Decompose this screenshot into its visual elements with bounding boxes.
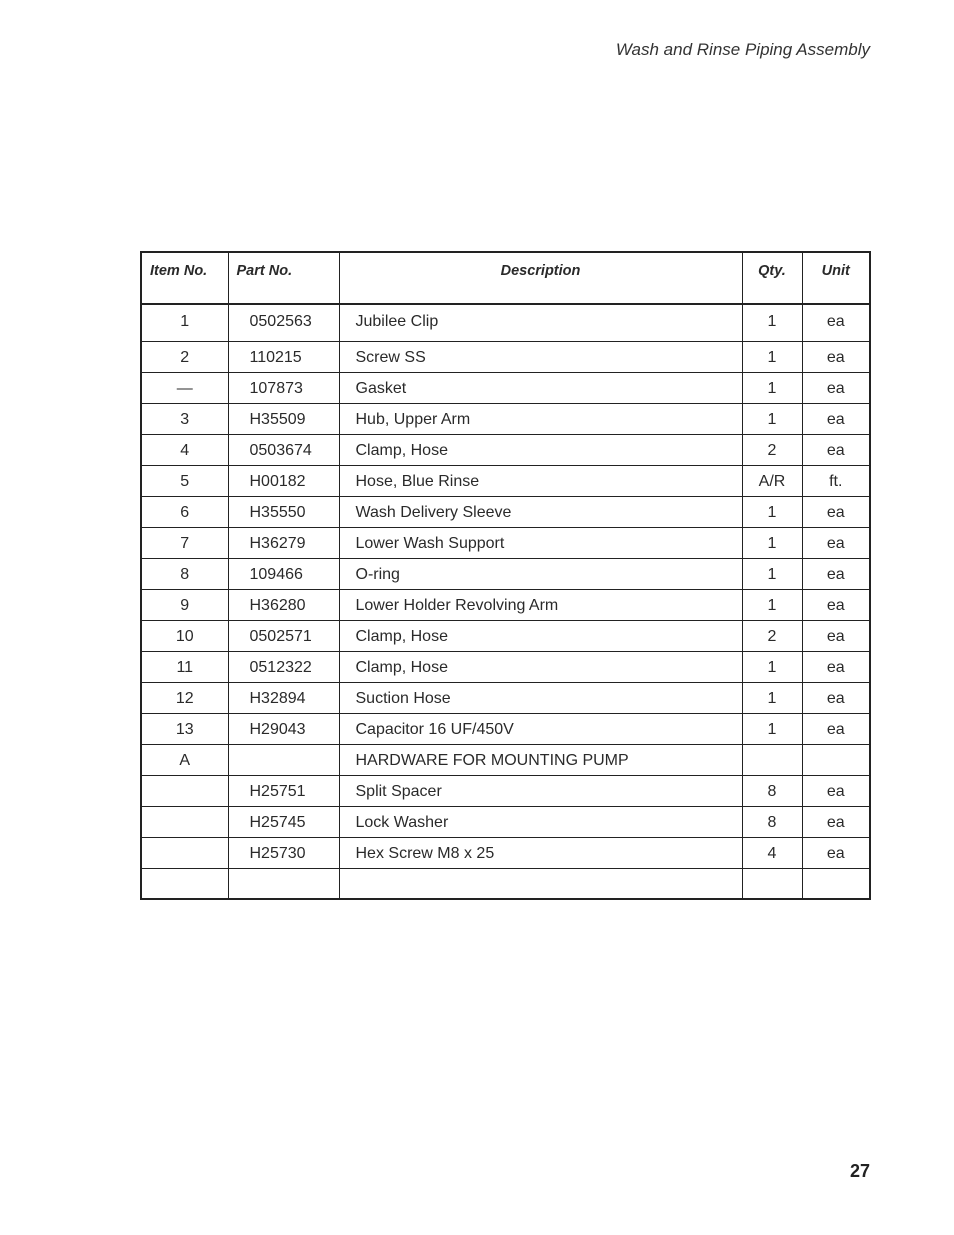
cell-part-no: H32894	[228, 682, 339, 713]
cell-unit: ea	[802, 558, 870, 589]
cell-unit: ea	[802, 304, 870, 341]
cell-qty: 2	[742, 620, 802, 651]
table-row	[141, 620, 870, 651]
cell-description: Gasket	[339, 372, 742, 403]
cell-item-no: 1	[141, 304, 228, 341]
cell-qty: 1	[742, 304, 802, 341]
cell-part-no: H00182	[228, 465, 339, 496]
table-row	[141, 806, 870, 837]
cell-item-no	[141, 806, 228, 837]
cell-part-no: H25745	[228, 806, 339, 837]
cell-description: Hose, Blue Rinse	[339, 465, 742, 496]
table-row	[141, 651, 870, 682]
parts-table	[140, 251, 871, 900]
cell-item-no: 5	[141, 465, 228, 496]
cell-part-no	[228, 868, 339, 899]
cell-unit: ea	[802, 775, 870, 806]
cell-description: HARDWARE FOR MOUNTING PUMP	[339, 744, 742, 775]
cell-description: Wash Delivery Sleeve	[339, 496, 742, 527]
cell-unit: ea	[802, 372, 870, 403]
cell-description: Screw SS	[339, 341, 742, 372]
cell-item-no: 11	[141, 651, 228, 682]
table-row	[141, 558, 870, 589]
column-header-description: Description	[339, 252, 742, 304]
table-row	[141, 713, 870, 744]
cell-unit: ea	[802, 620, 870, 651]
table-row	[141, 837, 870, 868]
cell-item-no: 7	[141, 527, 228, 558]
cell-unit: ea	[802, 713, 870, 744]
cell-part-no: H35550	[228, 496, 339, 527]
table-row	[141, 775, 870, 806]
cell-unit: ea	[802, 589, 870, 620]
cell-item-no: 10	[141, 620, 228, 651]
column-header-qty: Qty.	[742, 252, 802, 304]
cell-unit: ft.	[802, 465, 870, 496]
cell-item-no: 2	[141, 341, 228, 372]
table-row	[141, 341, 870, 372]
cell-item-no: 6	[141, 496, 228, 527]
cell-description: O-ring	[339, 558, 742, 589]
cell-description: Lock Washer	[339, 806, 742, 837]
cell-unit: ea	[802, 341, 870, 372]
cell-unit: ea	[802, 837, 870, 868]
cell-qty: 1	[742, 682, 802, 713]
table-row	[141, 496, 870, 527]
cell-qty: 1	[742, 372, 802, 403]
cell-description: Split Spacer	[339, 775, 742, 806]
cell-part-no: H25730	[228, 837, 339, 868]
cell-item-no	[141, 775, 228, 806]
column-header-part-no: Part No.	[228, 252, 339, 304]
cell-unit: ea	[802, 527, 870, 558]
cell-item-no: 4	[141, 434, 228, 465]
cell-qty: 1	[742, 651, 802, 682]
cell-item-no: 3	[141, 403, 228, 434]
cell-item-no: —	[141, 372, 228, 403]
cell-unit: ea	[802, 434, 870, 465]
cell-part-no: 0502563	[228, 304, 339, 341]
cell-item-no	[141, 837, 228, 868]
cell-unit: ea	[802, 651, 870, 682]
cell-part-no: 0512322	[228, 651, 339, 682]
cell-unit: ea	[802, 682, 870, 713]
cell-qty: 1	[742, 496, 802, 527]
parts-table-body	[141, 304, 870, 899]
cell-part-no: H36280	[228, 589, 339, 620]
cell-unit: ea	[802, 403, 870, 434]
cell-unit: ea	[802, 496, 870, 527]
cell-part-no: H25751	[228, 775, 339, 806]
cell-unit	[802, 744, 870, 775]
cell-description: Hub, Upper Arm	[339, 403, 742, 434]
cell-description: Lower Wash Support	[339, 527, 742, 558]
table-row	[141, 304, 870, 341]
cell-description: Suction Hose	[339, 682, 742, 713]
cell-description: Capacitor 16 UF/450V	[339, 713, 742, 744]
cell-qty: 1	[742, 589, 802, 620]
cell-description: Jubilee Clip	[339, 304, 742, 341]
cell-part-no: 0503674	[228, 434, 339, 465]
cell-qty: 1	[742, 341, 802, 372]
cell-part-no: H36279	[228, 527, 339, 558]
table-row	[141, 527, 870, 558]
cell-qty: 1	[742, 558, 802, 589]
cell-item-no: 12	[141, 682, 228, 713]
cell-qty: 1	[742, 527, 802, 558]
running-header-title: Wash and Rinse Piping Assembly	[615, 40, 870, 59]
cell-qty: 1	[742, 713, 802, 744]
table-row	[141, 682, 870, 713]
cell-item-no: 8	[141, 558, 228, 589]
cell-part-no: H29043	[228, 713, 339, 744]
cell-item-no: 13	[141, 713, 228, 744]
cell-item-no: A	[141, 744, 228, 775]
table-row	[141, 372, 870, 403]
cell-part-no: 110215	[228, 341, 339, 372]
cell-description: Lower Holder Revolving Arm	[339, 589, 742, 620]
table-row	[141, 403, 870, 434]
page-number: 27	[849, 1161, 870, 1181]
cell-qty: 2	[742, 434, 802, 465]
table-row	[141, 589, 870, 620]
cell-qty: 8	[742, 775, 802, 806]
cell-qty: A/R	[742, 465, 802, 496]
cell-qty	[742, 744, 802, 775]
table-row	[141, 465, 870, 496]
cell-unit	[802, 868, 870, 899]
cell-qty: 4	[742, 837, 802, 868]
cell-part-no: 109466	[228, 558, 339, 589]
cell-qty: 8	[742, 806, 802, 837]
table-row	[141, 744, 870, 775]
cell-item-no: 9	[141, 589, 228, 620]
table-row	[141, 434, 870, 465]
cell-qty	[742, 868, 802, 899]
cell-unit: ea	[802, 806, 870, 837]
cell-part-no: 107873	[228, 372, 339, 403]
cell-description: Clamp, Hose	[339, 651, 742, 682]
cell-description	[339, 868, 742, 899]
cell-description: Clamp, Hose	[339, 620, 742, 651]
table-row	[141, 868, 870, 899]
cell-qty: 1	[742, 403, 802, 434]
column-header-unit: Unit	[802, 252, 870, 304]
cell-part-no: H35509	[228, 403, 339, 434]
cell-description: Hex Screw M8 x 25	[339, 837, 742, 868]
column-header-item-no: Item No.	[141, 252, 228, 304]
cell-description: Clamp, Hose	[339, 434, 742, 465]
cell-part-no	[228, 744, 339, 775]
cell-part-no: 0502571	[228, 620, 339, 651]
table-header-row	[141, 252, 870, 304]
cell-item-no	[141, 868, 228, 899]
